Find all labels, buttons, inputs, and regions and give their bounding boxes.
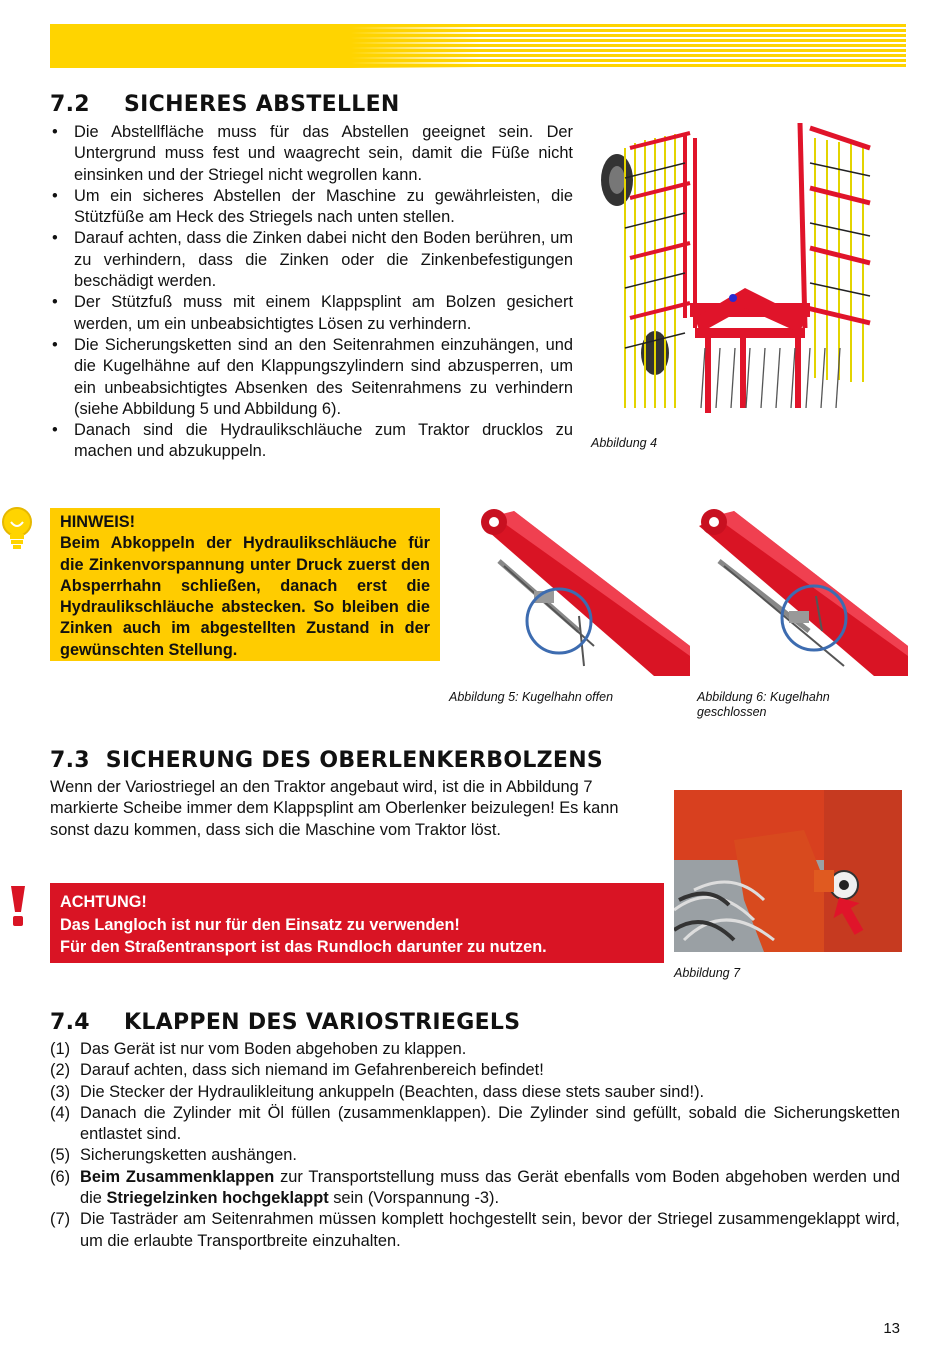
figure-4-caption: Abbildung 4 [591,436,658,450]
figure-7-top-link-image [674,790,902,952]
lightbulb-icon [0,506,34,552]
section-7-4-heading: 7.4 KLAPPEN DES VARIOSTRIEGELS [50,1010,521,1035]
list-item: (3) Die Stecker der Hydraulikleitung ankuppeln (Beachten, dass diese stets sauber sind!). [50,1082,705,1101]
list-item: • Die Abstellfläche muss für das Abstellen geeignet sein. Der Untergrund muss fest und waagrecht sein, damit die Füße nicht einsinken und der Striegel nicht wegrollen kann. [50,122,573,186]
hint-title: HINWEIS! [60,513,136,531]
figure-4-harrow-image [595,118,895,423]
figure-7-caption: Abbildung 7 [674,966,741,980]
list-item: (6) Beim Zusammenklappen zur Transportstellung muss das Gerät ebenfalls vom Boden abgehoben werden und die Striegelzinken hochgeklappt sein (Vorspannung -3). [50,1167,900,1208]
section-7-3-paragraph: Wenn der Variostriegel an den Traktor angebaut wird, ist die in Abbildung 7 markierte Scheibe immer dem Klappsplint am Oberlenker beizulegen! Es kann sonst dazu kommen, dass sich die Maschine vom Traktor löst. [50,778,619,839]
list-item: (7) Die Tasträder am Seitenrahmen müssen komplett hochgestellt sein, bevor der Striegel zusammengeklappt wird, um die erlaubte Transportbreite einzuhalten. [50,1210,900,1250]
section-7-3-heading: 7.3 SICHERUNG DES OBERLENKERBOLZENS [50,748,604,773]
figure-5-ball-valve-open-image [464,506,690,676]
list-item: • Der Stützfuß muss mit einem Klappsplint am Bolzen gesichert werden, um ein unbeabsichtigtes Lösen zu verhindern. [50,292,573,335]
list-item: (4) Danach die Zylinder mit Öl füllen (zusammenklappen). Die Zylinder sind gefüllt, sobald die Sicherungsketten entlastet sind. [50,1103,900,1144]
figure-5-caption: Abbildung 5: Kugelhahn offen [449,690,614,704]
warning-title: ACHTUNG! [60,893,147,911]
figure-6-ball-valve-closed-image [694,506,908,676]
warning-line-2: Für den Straßentransport ist das Rundloch darunter zu nutzen. [60,938,547,956]
list-item: • Um ein sicheres Abstellen der Maschine zu gewährleisten, die Stützfüße am Heck des Striegels nach unten stellen. [50,186,573,229]
list-item: (1) Das Gerät ist nur vom Boden abgehoben zu klappen. [50,1040,467,1058]
hint-text: Beim Abkoppeln der Hydraulikschläuche für die Zinkenvorspannung unter Druck zuerst den Absperrhahn schließen, danach erst die Hydraulikschläuche abstecken. So bleiben die Zinken auch im abgestellten Zustand in der gewünschten Stellung. [60,534,430,659]
section-7-2-list [50,122,573,463]
page-number: 13 [883,1320,900,1337]
list-item: • Darauf achten, dass die Zinken dabei nicht den Boden berühren, um zu verhindern, dass die Zinken oder die Zinkenbefestigungen beschädigt werden. [50,228,573,292]
list-item: (5) Sicherungsketten aushängen. [50,1146,297,1165]
exclamation-icon [8,884,28,928]
list-item: • Die Sicherungsketten sind an den Seitenrahmen einzuhängen, und die Kugelhähne auf den Klappungszylindern sind abzusperren, um ein unbeabsichtigtes Absenken des Seitenrahmens zu verhindern (siehe Abbildung 5 und Abbildung 6). [50,335,573,420]
hint-box [50,508,440,661]
warning-line-1: Das Langloch ist nur für den Einsatz zu verwenden! [60,915,460,934]
list-item: (2) Darauf achten, dass sich niemand im Gefahrenbereich befindet! [50,1061,544,1080]
header-stripes-accent [50,24,480,68]
section-7-4-steps [50,1039,900,1252]
section-7-2-heading: 7.2 SICHERES ABSTELLEN [50,92,400,117]
warning-box [50,883,664,963]
figure-6-caption: Abbildung 6: Kugelhahn geschlossen [697,690,830,719]
list-item: • Danach sind die Hydraulikschläuche zum Traktor drucklos zu machen und abzukuppeln. [50,420,573,463]
